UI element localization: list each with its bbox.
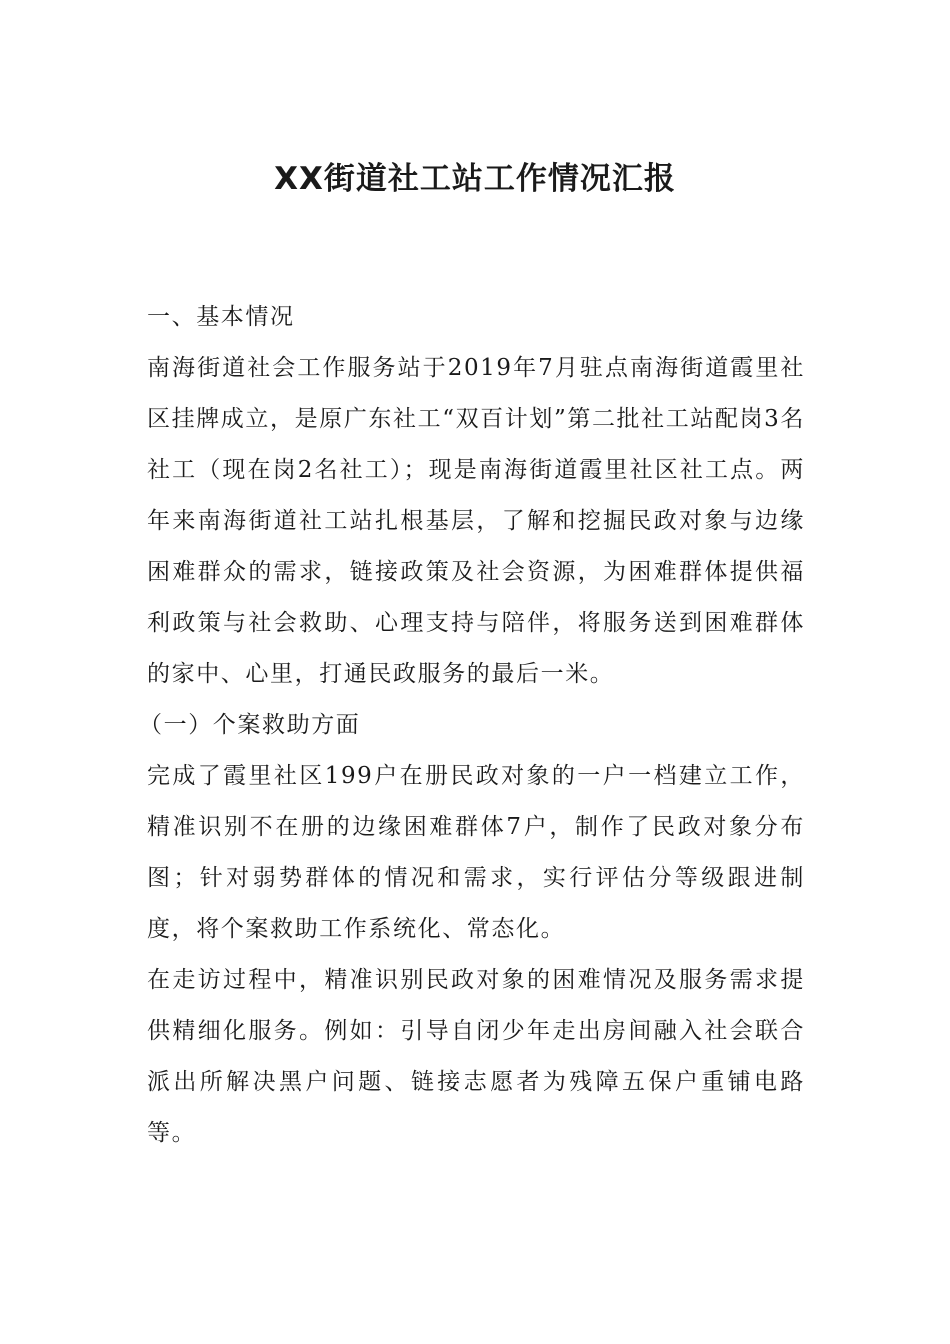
document-title: XX街道社工站工作情况汇报 bbox=[274, 161, 676, 197]
paragraph-basic-situation: 南海街道社会工作服务站于2019年7月驻点南海街道霞里社区挂牌成立，是原广东社工“双百计划”第二批社工站配岗3名社工（现在岗2名社工）；现是南海街道霞里社区社工点。两年来南海街道社工站扎根基层，了解和挖掘民政对象与边缘困难群众的需求，链接政策及社会资源，为困难群体提供福利政策与社会救助、心理支持与陪伴，将服务送到困难群体的家中、心里，打通民政服务的最后一米。 bbox=[147, 355, 805, 687]
paragraph-visit-services: 在走访过程中，精准识别民政对象的困难情况及服务需求提供精细化服务。例如：引导自闭少年走出房间融入社会联合派出所解决黑户问题、链接志愿者为残障五保户重铺电路等。 bbox=[147, 967, 805, 1146]
document-body bbox=[139, 292, 805, 1159]
section-heading-basic-situation: 一、基本情况 bbox=[147, 304, 295, 330]
subsection-heading-case-assistance: （一）个案救助方面 bbox=[139, 712, 361, 738]
paragraph-case-records: 完成了霞里社区199户在册民政对象的一户一档建立工作，精准识别不在册的边缘困难群体7户，制作了民政对象分布图；针对弱势群体的情况和需求，实行评估分等级跟进制度，将个案救助工作系统化、常态化。 bbox=[147, 763, 805, 942]
